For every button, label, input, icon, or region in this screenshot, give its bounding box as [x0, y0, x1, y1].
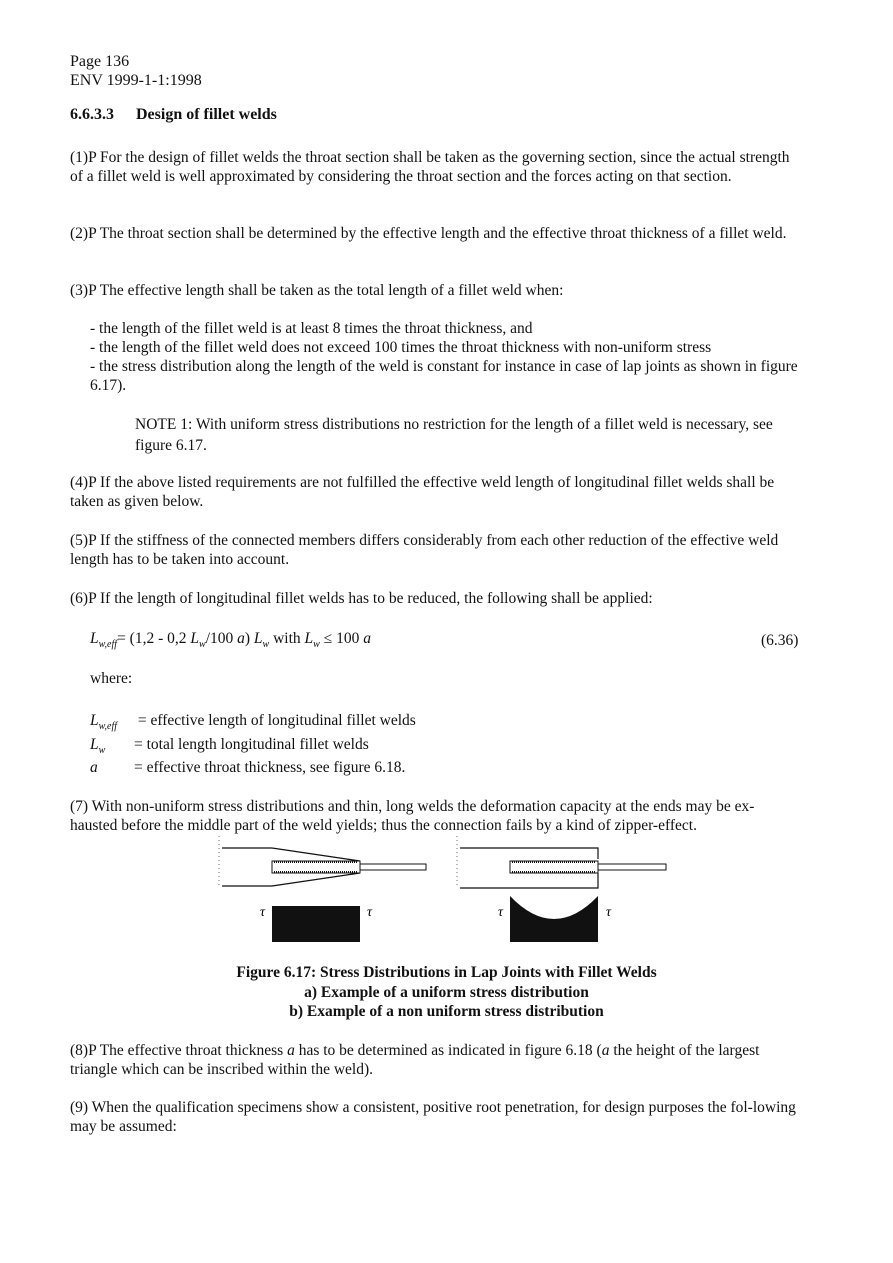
tau-label-3: τ	[498, 905, 504, 920]
tau-label-4: τ	[606, 905, 612, 920]
definition-a: a = effective throat thickness, see figure 6.18.	[90, 759, 406, 776]
document-id: ENV 1999-1-1:1998	[70, 72, 202, 89]
paragraph-6: (6)P If the length of longitudinal fillet welds has to be reduced, the following shall be applied:	[70, 590, 653, 607]
figure-caption-title: Figure 6.17: Stress Distributions in Lap Joints with Fillet Welds	[236, 964, 657, 981]
list-item-1: - the length of the fillet weld is at least 8 times the throat thickness, and	[90, 320, 533, 337]
tau-label-1: τ	[260, 905, 266, 920]
paragraph-2: (2)P The throat section shall be determined by the effective length and the effective throat thickness of a fillet weld.	[70, 225, 787, 242]
paragraph-7: (7) With non-uniform stress distributions and thin, long welds the deformation capacity at the ends may be ex-hausted before the middle part of the weld yields; thus the connection fails by a kind of zipper-effect.	[70, 798, 755, 834]
paragraph-4: (4)P If the above listed requirements are not fulfilled the effective weld length of longitudinal fillet welds shall be taken as given below.	[70, 474, 775, 510]
joint-b-drawing	[457, 836, 666, 888]
figure-caption-a: a) Example of a uniform stress distribution	[304, 984, 589, 1001]
paragraph-5: (5)P If the stiffness of the connected members differs considerably from each other reduction of the effective weld length has to be taken into account.	[70, 532, 779, 568]
equation-number: (6.36)	[761, 632, 799, 649]
non-uniform-stress-block	[510, 896, 598, 942]
uniform-stress-block	[272, 906, 360, 942]
paragraph-3: (3)P The effective length shall be taken as the total length of a fillet weld when:	[70, 282, 564, 299]
figure-6-17	[210, 836, 680, 946]
paragraph-8: (8)P The effective throat thickness a has to be determined as indicated in figure 6.18 (a the height of the largest triangle which can be inscribed within the weld).	[70, 1042, 760, 1078]
section-title: Design of fillet welds	[136, 106, 277, 123]
paragraph-1: (1)P For the design of fillet welds the throat section shall be taken as the governing section, since the actual strength of a fillet weld is well approximated by considering the throat section and the forces acting on that section.	[70, 149, 790, 185]
joint-a-drawing	[219, 836, 426, 888]
list-item-3: - the stress distribution along the length of the weld is constant for instance in case of lap joints as shown in figure 6.17).	[90, 358, 798, 394]
page-header	[70, 52, 202, 90]
definition-lw: $L_w$ = total length longitudinal fillet welds	[90, 736, 369, 757]
section-heading	[70, 106, 277, 124]
where-label: where:	[90, 670, 133, 687]
definition-lweff: $L_{w,eff}$ = effective length of longitudinal fillet welds	[90, 712, 416, 733]
page-number: Page 136	[70, 53, 130, 70]
paragraph-9: (9) When the qualification specimens show a consistent, positive root penetration, for design purposes the fol-lowing may be assumed:	[70, 1099, 796, 1135]
equation-6-36: $L_{w,eff}= (1,2 - 0,2$ $L_w/100$ a) $L_w$ with $L_w \le 100$ a	[90, 630, 371, 651]
note-1: NOTE 1: With uniform stress distributions no restriction for the length of a fillet weld is necessary, see figure 6.17.	[135, 416, 773, 454]
list-item-2: - the length of the fillet weld does not exceed 100 times the throat thickness with non-uniform stress	[90, 339, 712, 356]
section-number: 6.6.3.3	[70, 106, 114, 123]
figure-caption-b: b) Example of a non uniform stress distribution	[289, 1003, 604, 1020]
tau-label-2: τ	[367, 905, 373, 920]
